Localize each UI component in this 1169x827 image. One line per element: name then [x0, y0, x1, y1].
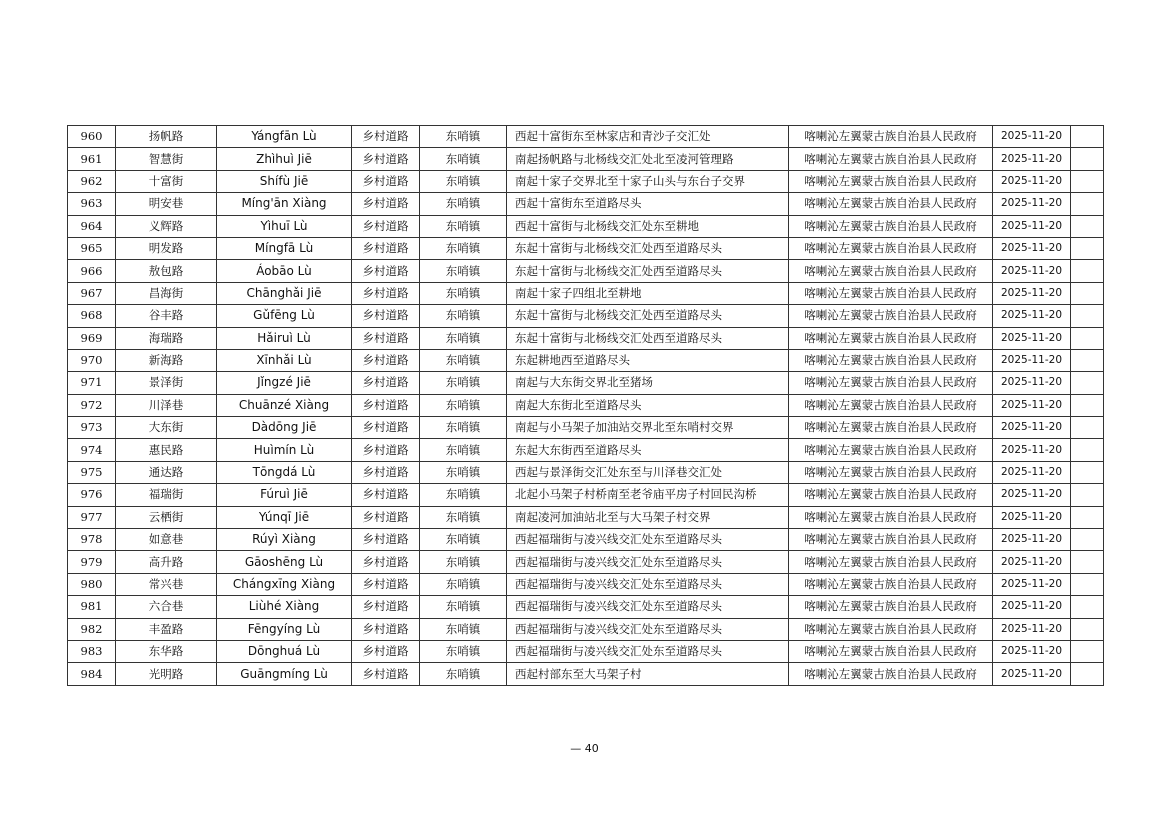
- cell-note: [1071, 170, 1104, 192]
- cell-approval-date: 2025-11-20: [993, 663, 1071, 685]
- cell-approval-date: 2025-11-20: [993, 461, 1071, 483]
- cell-description: 西起十富街与北杨线交汇处东至耕地: [507, 215, 789, 237]
- cell-serial-number: 967: [68, 282, 116, 304]
- cell-road-type: 乡村道路: [352, 327, 420, 349]
- cell-approving-authority: 喀喇沁左翼蒙古族自治县人民政府: [789, 372, 993, 394]
- cell-note: [1071, 193, 1104, 215]
- table-row: [68, 618, 1104, 640]
- cell-approval-date: 2025-11-20: [993, 193, 1071, 215]
- table-row: [68, 237, 1104, 259]
- cell-pinyin: Shífù Jiē: [217, 170, 352, 192]
- cell-serial-number: 981: [68, 596, 116, 618]
- cell-note: [1071, 372, 1104, 394]
- cell-road-type: 乡村道路: [352, 506, 420, 528]
- cell-description: 西起福瑞街与凌兴线交汇处东至道路尽头: [507, 573, 789, 595]
- cell-road-name: 如意巷: [116, 529, 217, 551]
- table-row: [68, 596, 1104, 618]
- cell-approval-date: 2025-11-20: [993, 170, 1071, 192]
- cell-approval-date: 2025-11-20: [993, 529, 1071, 551]
- cell-approval-date: 2025-11-20: [993, 215, 1071, 237]
- cell-road-name: 福瑞街: [116, 484, 217, 506]
- cell-approving-authority: 喀喇沁左翼蒙古族自治县人民政府: [789, 215, 993, 237]
- cell-road-type: 乡村道路: [352, 417, 420, 439]
- cell-serial-number: 964: [68, 215, 116, 237]
- cell-town: 东哨镇: [420, 551, 507, 573]
- table-row: [68, 663, 1104, 685]
- cell-road-type: 乡村道路: [352, 618, 420, 640]
- cell-note: [1071, 529, 1104, 551]
- cell-description: 东起十富街与北杨线交汇处西至道路尽头: [507, 305, 789, 327]
- cell-description: 东起十富街与北杨线交汇处西至道路尽头: [507, 237, 789, 259]
- cell-pinyin: Yìhuī Lù: [217, 215, 352, 237]
- cell-pinyin: Gāoshēng Lù: [217, 551, 352, 573]
- cell-town: 东哨镇: [420, 215, 507, 237]
- cell-road-type: 乡村道路: [352, 439, 420, 461]
- cell-description: 东起十富街与北杨线交汇处西至道路尽头: [507, 260, 789, 282]
- cell-note: [1071, 327, 1104, 349]
- cell-approval-date: 2025-11-20: [993, 349, 1071, 371]
- cell-road-type: 乡村道路: [352, 282, 420, 304]
- cell-serial-number: 969: [68, 327, 116, 349]
- cell-road-name: 新海路: [116, 349, 217, 371]
- cell-approval-date: 2025-11-20: [993, 260, 1071, 282]
- cell-note: [1071, 573, 1104, 595]
- cell-approving-authority: 喀喇沁左翼蒙古族自治县人民政府: [789, 394, 993, 416]
- table-row: [68, 439, 1104, 461]
- cell-approval-date: 2025-11-20: [993, 282, 1071, 304]
- cell-serial-number: 972: [68, 394, 116, 416]
- cell-note: [1071, 237, 1104, 259]
- page-number: — 40: [570, 742, 599, 755]
- cell-note: [1071, 394, 1104, 416]
- table-row: [68, 484, 1104, 506]
- cell-town: 东哨镇: [420, 349, 507, 371]
- cell-serial-number: 980: [68, 573, 116, 595]
- cell-serial-number: 983: [68, 640, 116, 662]
- cell-approval-date: 2025-11-20: [993, 573, 1071, 595]
- cell-road-type: 乡村道路: [352, 148, 420, 170]
- table-row: [68, 215, 1104, 237]
- cell-road-type: 乡村道路: [352, 126, 420, 148]
- cell-town: 东哨镇: [420, 640, 507, 662]
- cell-pinyin: Fúruì Jiē: [217, 484, 352, 506]
- cell-approving-authority: 喀喇沁左翼蒙古族自治县人民政府: [789, 148, 993, 170]
- cell-town: 东哨镇: [420, 506, 507, 528]
- cell-town: 东哨镇: [420, 126, 507, 148]
- cell-pinyin: Áobāo Lù: [217, 260, 352, 282]
- table-row: [68, 148, 1104, 170]
- cell-road-name: 智慧街: [116, 148, 217, 170]
- cell-approving-authority: 喀喇沁左翼蒙古族自治县人民政府: [789, 349, 993, 371]
- cell-road-name: 川泽巷: [116, 394, 217, 416]
- cell-approval-date: 2025-11-20: [993, 237, 1071, 259]
- cell-approving-authority: 喀喇沁左翼蒙古族自治县人民政府: [789, 170, 993, 192]
- cell-approving-authority: 喀喇沁左翼蒙古族自治县人民政府: [789, 417, 993, 439]
- cell-town: 东哨镇: [420, 327, 507, 349]
- table-row: [68, 349, 1104, 371]
- cell-road-name: 常兴巷: [116, 573, 217, 595]
- cell-serial-number: 975: [68, 461, 116, 483]
- cell-note: [1071, 461, 1104, 483]
- cell-serial-number: 966: [68, 260, 116, 282]
- cell-description: 西起福瑞街与凌兴线交汇处东至道路尽头: [507, 529, 789, 551]
- cell-approval-date: 2025-11-20: [993, 551, 1071, 573]
- cell-road-type: 乡村道路: [352, 484, 420, 506]
- table-row: [68, 126, 1104, 148]
- cell-note: [1071, 618, 1104, 640]
- cell-road-type: 乡村道路: [352, 372, 420, 394]
- cell-approval-date: 2025-11-20: [993, 596, 1071, 618]
- cell-road-type: 乡村道路: [352, 551, 420, 573]
- cell-road-type: 乡村道路: [352, 394, 420, 416]
- cell-pinyin: Zhìhuì Jiē: [217, 148, 352, 170]
- cell-town: 东哨镇: [420, 305, 507, 327]
- cell-approving-authority: 喀喇沁左翼蒙古族自治县人民政府: [789, 305, 993, 327]
- cell-road-type: 乡村道路: [352, 596, 420, 618]
- cell-pinyin: Hǎiruì Lù: [217, 327, 352, 349]
- table-row: [68, 260, 1104, 282]
- cell-serial-number: 960: [68, 126, 116, 148]
- cell-road-name: 扬帆路: [116, 126, 217, 148]
- cell-approving-authority: 喀喇沁左翼蒙古族自治县人民政府: [789, 237, 993, 259]
- cell-description: 西起十富街东至林家店和青沙子交汇处: [507, 126, 789, 148]
- cell-approval-date: 2025-11-20: [993, 618, 1071, 640]
- cell-description: 西起与景泽街交汇处东至与川泽巷交汇处: [507, 461, 789, 483]
- cell-approving-authority: 喀喇沁左翼蒙古族自治县人民政府: [789, 640, 993, 662]
- cell-description: 南起大东街北至道路尽头: [507, 394, 789, 416]
- cell-pinyin: Tōngdá Lù: [217, 461, 352, 483]
- cell-note: [1071, 439, 1104, 461]
- cell-approving-authority: 喀喇沁左翼蒙古族自治县人民政府: [789, 439, 993, 461]
- cell-note: [1071, 551, 1104, 573]
- cell-note: [1071, 215, 1104, 237]
- cell-pinyin: Míng'ān Xiàng: [217, 193, 352, 215]
- cell-description: 北起小马架子村桥南至老爷庙平房子村回民沟桥: [507, 484, 789, 506]
- cell-serial-number: 968: [68, 305, 116, 327]
- cell-approving-authority: 喀喇沁左翼蒙古族自治县人民政府: [789, 126, 993, 148]
- cell-serial-number: 974: [68, 439, 116, 461]
- cell-road-type: 乡村道路: [352, 461, 420, 483]
- place-name-table: [67, 125, 1104, 686]
- cell-road-type: 乡村道路: [352, 237, 420, 259]
- table-row: [68, 461, 1104, 483]
- cell-serial-number: 978: [68, 529, 116, 551]
- cell-pinyin: Xīnhǎi Lù: [217, 349, 352, 371]
- table-row: [68, 529, 1104, 551]
- cell-approval-date: 2025-11-20: [993, 394, 1071, 416]
- cell-pinyin: Chuānzé Xiàng: [217, 394, 352, 416]
- cell-description: 南起十家子四组北至耕地: [507, 282, 789, 304]
- cell-approving-authority: 喀喇沁左翼蒙古族自治县人民政府: [789, 484, 993, 506]
- cell-pinyin: Gǔfēng Lù: [217, 305, 352, 327]
- table-row: [68, 640, 1104, 662]
- table-row: [68, 305, 1104, 327]
- cell-road-name: 明发路: [116, 237, 217, 259]
- cell-pinyin: Yángfān Lù: [217, 126, 352, 148]
- table-row: [68, 193, 1104, 215]
- cell-note: [1071, 417, 1104, 439]
- cell-approving-authority: 喀喇沁左翼蒙古族自治县人民政府: [789, 663, 993, 685]
- cell-town: 东哨镇: [420, 282, 507, 304]
- cell-note: [1071, 282, 1104, 304]
- cell-approval-date: 2025-11-20: [993, 417, 1071, 439]
- cell-serial-number: 965: [68, 237, 116, 259]
- cell-note: [1071, 506, 1104, 528]
- cell-approving-authority: 喀喇沁左翼蒙古族自治县人民政府: [789, 327, 993, 349]
- cell-serial-number: 976: [68, 484, 116, 506]
- cell-description: 西起十富街东至道路尽头: [507, 193, 789, 215]
- cell-town: 东哨镇: [420, 394, 507, 416]
- cell-serial-number: 982: [68, 618, 116, 640]
- cell-approving-authority: 喀喇沁左翼蒙古族自治县人民政府: [789, 193, 993, 215]
- cell-road-type: 乡村道路: [352, 349, 420, 371]
- cell-serial-number: 971: [68, 372, 116, 394]
- cell-approval-date: 2025-11-20: [993, 506, 1071, 528]
- table-row: [68, 573, 1104, 595]
- cell-note: [1071, 305, 1104, 327]
- table-row: [68, 506, 1104, 528]
- cell-town: 东哨镇: [420, 372, 507, 394]
- cell-road-name: 东华路: [116, 640, 217, 662]
- cell-approving-authority: 喀喇沁左翼蒙古族自治县人民政府: [789, 618, 993, 640]
- cell-serial-number: 979: [68, 551, 116, 573]
- cell-serial-number: 961: [68, 148, 116, 170]
- cell-note: [1071, 640, 1104, 662]
- cell-serial-number: 977: [68, 506, 116, 528]
- cell-description: 东起十富街与北杨线交汇处西至道路尽头: [507, 327, 789, 349]
- cell-approval-date: 2025-11-20: [993, 484, 1071, 506]
- cell-road-name: 义辉路: [116, 215, 217, 237]
- cell-road-type: 乡村道路: [352, 529, 420, 551]
- cell-description: 南起十家子交界北至十家子山头与东台子交界: [507, 170, 789, 192]
- cell-town: 东哨镇: [420, 260, 507, 282]
- cell-pinyin: Chángxīng Xiàng: [217, 573, 352, 595]
- cell-description: 西起福瑞街与凌兴线交汇处东至道路尽头: [507, 596, 789, 618]
- table-row: [68, 170, 1104, 192]
- cell-town: 东哨镇: [420, 193, 507, 215]
- cell-road-type: 乡村道路: [352, 170, 420, 192]
- cell-town: 东哨镇: [420, 439, 507, 461]
- cell-note: [1071, 126, 1104, 148]
- cell-note: [1071, 596, 1104, 618]
- cell-approval-date: 2025-11-20: [993, 126, 1071, 148]
- cell-town: 东哨镇: [420, 663, 507, 685]
- cell-pinyin: Dōnghuá Lù: [217, 640, 352, 662]
- cell-road-name: 景泽街: [116, 372, 217, 394]
- cell-description: 南起凌河加油站北至与大马架子村交界: [507, 506, 789, 528]
- cell-serial-number: 963: [68, 193, 116, 215]
- cell-town: 东哨镇: [420, 237, 507, 259]
- cell-approving-authority: 喀喇沁左翼蒙古族自治县人民政府: [789, 506, 993, 528]
- table-row: [68, 327, 1104, 349]
- cell-approving-authority: 喀喇沁左翼蒙古族自治县人民政府: [789, 282, 993, 304]
- cell-description: 东起耕地西至道路尽头: [507, 349, 789, 371]
- cell-approval-date: 2025-11-20: [993, 305, 1071, 327]
- cell-road-type: 乡村道路: [352, 215, 420, 237]
- cell-pinyin: Liùhé Xiàng: [217, 596, 352, 618]
- cell-description: 西起福瑞街与凌兴线交汇处东至道路尽头: [507, 551, 789, 573]
- cell-serial-number: 970: [68, 349, 116, 371]
- cell-description: 南起与大东街交界北至猪场: [507, 372, 789, 394]
- cell-approving-authority: 喀喇沁左翼蒙古族自治县人民政府: [789, 596, 993, 618]
- cell-approving-authority: 喀喇沁左翼蒙古族自治县人民政府: [789, 260, 993, 282]
- cell-approving-authority: 喀喇沁左翼蒙古族自治县人民政府: [789, 551, 993, 573]
- cell-town: 东哨镇: [420, 573, 507, 595]
- cell-town: 东哨镇: [420, 484, 507, 506]
- cell-road-name: 敖包路: [116, 260, 217, 282]
- cell-pinyin: Fēngyíng Lù: [217, 618, 352, 640]
- cell-town: 东哨镇: [420, 618, 507, 640]
- cell-road-name: 惠民路: [116, 439, 217, 461]
- cell-note: [1071, 484, 1104, 506]
- cell-road-name: 高升路: [116, 551, 217, 573]
- table-row: [68, 282, 1104, 304]
- cell-road-name: 通达路: [116, 461, 217, 483]
- cell-town: 东哨镇: [420, 529, 507, 551]
- cell-road-name: 谷丰路: [116, 305, 217, 327]
- cell-approving-authority: 喀喇沁左翼蒙古族自治县人民政府: [789, 573, 993, 595]
- cell-approving-authority: 喀喇沁左翼蒙古族自治县人民政府: [789, 529, 993, 551]
- cell-description: 西起福瑞街与凌兴线交汇处东至道路尽头: [507, 618, 789, 640]
- cell-description: 东起大东街西至道路尽头: [507, 439, 789, 461]
- cell-serial-number: 984: [68, 663, 116, 685]
- place-name-table-container: [67, 125, 1104, 686]
- cell-description: 西起村部东至大马架子村: [507, 663, 789, 685]
- table-row: [68, 417, 1104, 439]
- cell-approval-date: 2025-11-20: [993, 148, 1071, 170]
- cell-pinyin: Míngfā Lù: [217, 237, 352, 259]
- cell-town: 东哨镇: [420, 148, 507, 170]
- cell-road-name: 明安巷: [116, 193, 217, 215]
- cell-serial-number: 962: [68, 170, 116, 192]
- cell-approval-date: 2025-11-20: [993, 327, 1071, 349]
- cell-description: 南起与小马架子加油站交界北至东哨村交界: [507, 417, 789, 439]
- cell-road-type: 乡村道路: [352, 305, 420, 327]
- cell-road-name: 十富街: [116, 170, 217, 192]
- cell-approving-authority: 喀喇沁左翼蒙古族自治县人民政府: [789, 461, 993, 483]
- cell-approval-date: 2025-11-20: [993, 372, 1071, 394]
- cell-road-name: 六合巷: [116, 596, 217, 618]
- table-row: [68, 372, 1104, 394]
- cell-road-type: 乡村道路: [352, 193, 420, 215]
- cell-description: 南起扬帆路与北杨线交汇处北至凌河管理路: [507, 148, 789, 170]
- table-row: [68, 394, 1104, 416]
- table-body: [68, 126, 1104, 686]
- cell-serial-number: 973: [68, 417, 116, 439]
- cell-road-name: 海瑞路: [116, 327, 217, 349]
- cell-town: 东哨镇: [420, 170, 507, 192]
- cell-town: 东哨镇: [420, 461, 507, 483]
- cell-note: [1071, 260, 1104, 282]
- cell-pinyin: Jǐngzé Jiē: [217, 372, 352, 394]
- cell-road-name: 大东街: [116, 417, 217, 439]
- cell-pinyin: Guāngmíng Lù: [217, 663, 352, 685]
- cell-road-name: 昌海街: [116, 282, 217, 304]
- cell-note: [1071, 663, 1104, 685]
- cell-pinyin: Yúnqī Jiē: [217, 506, 352, 528]
- cell-road-name: 云栖街: [116, 506, 217, 528]
- cell-description: 西起福瑞街与凌兴线交汇处东至道路尽头: [507, 640, 789, 662]
- cell-road-name: 丰盈路: [116, 618, 217, 640]
- cell-approval-date: 2025-11-20: [993, 640, 1071, 662]
- cell-pinyin: Dàdōng Jiē: [217, 417, 352, 439]
- cell-road-type: 乡村道路: [352, 573, 420, 595]
- cell-road-type: 乡村道路: [352, 640, 420, 662]
- cell-pinyin: Huìmín Lù: [217, 439, 352, 461]
- cell-town: 东哨镇: [420, 417, 507, 439]
- cell-note: [1071, 148, 1104, 170]
- cell-road-name: 光明路: [116, 663, 217, 685]
- table-row: [68, 551, 1104, 573]
- cell-approval-date: 2025-11-20: [993, 439, 1071, 461]
- cell-road-type: 乡村道路: [352, 663, 420, 685]
- cell-town: 东哨镇: [420, 596, 507, 618]
- cell-pinyin: Rúyì Xiàng: [217, 529, 352, 551]
- cell-road-type: 乡村道路: [352, 260, 420, 282]
- cell-note: [1071, 349, 1104, 371]
- cell-pinyin: Chānghǎi Jiē: [217, 282, 352, 304]
